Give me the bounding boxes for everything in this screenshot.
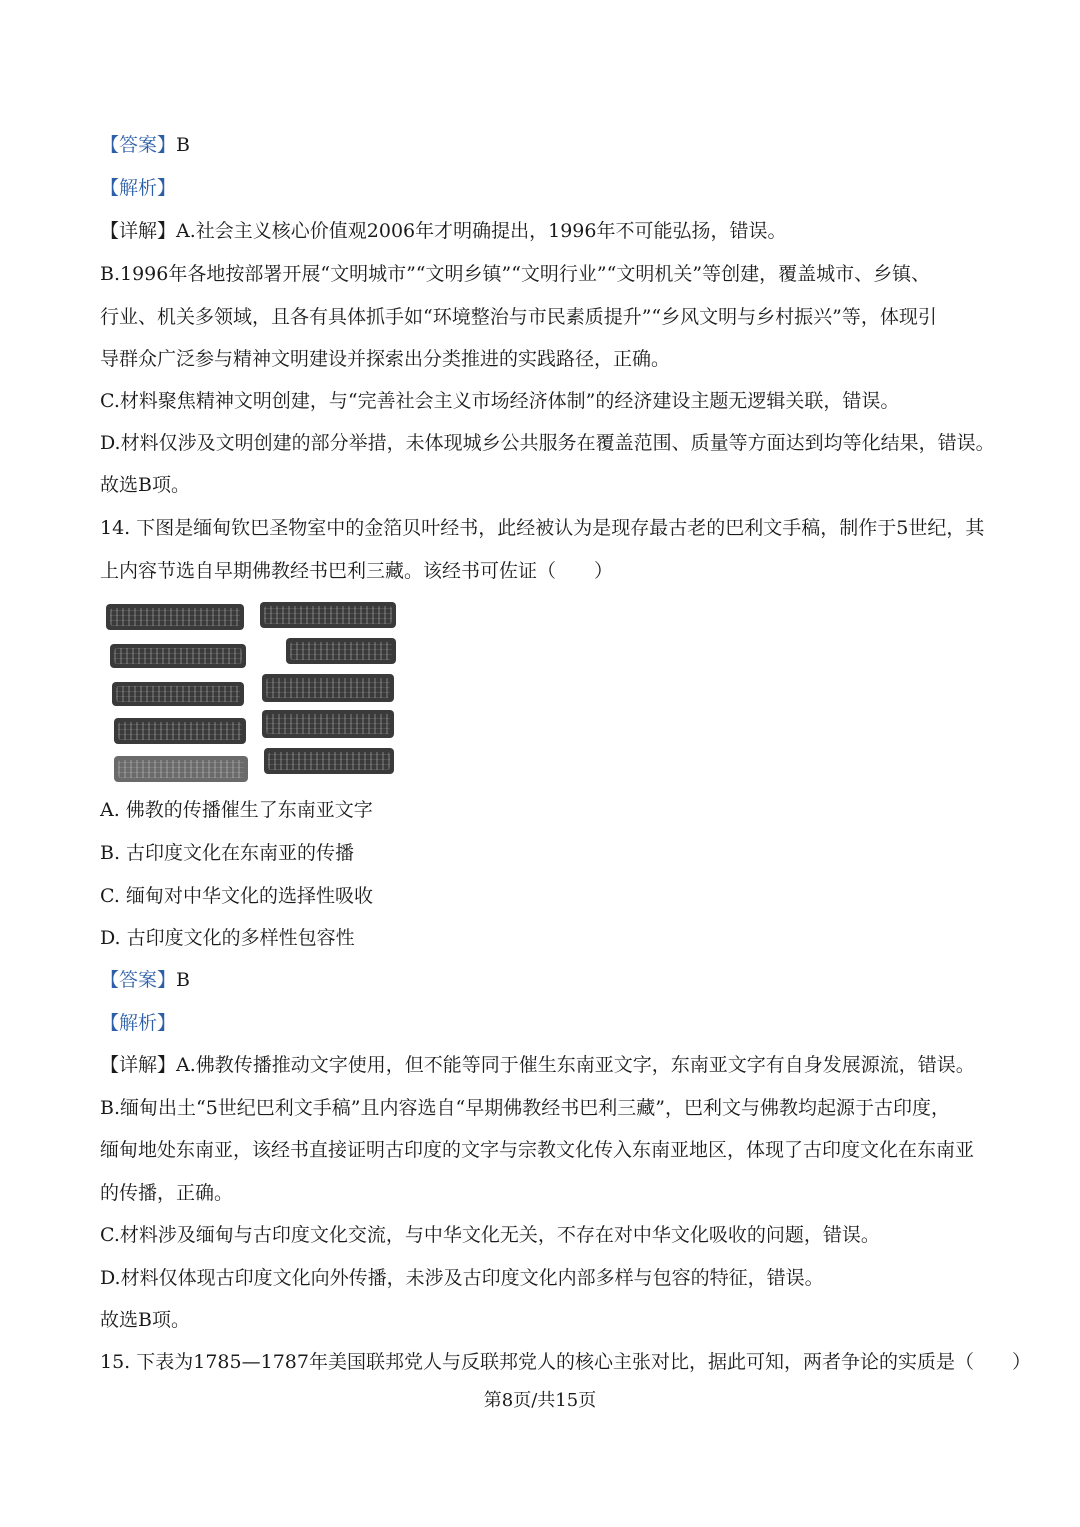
q14-conclusion: 故选B项。 [100,1309,190,1331]
q13-answer-line [100,133,190,157]
leaf-strip [106,604,244,630]
leaf-strip [262,674,394,702]
q14-option-b: B. 古印度文化在东南亚的传播 [100,842,355,864]
q13-detail-line: 行业、机关多领域，且各有具体抓手如“环境整治与市民素质提升”“乡风文明与乡村振兴”等，体现引 [100,306,937,328]
q14-option-c: C. 缅甸对中华文化的选择性吸收 [100,885,373,907]
q14-option-d: D. 古印度文化的多样性包容性 [100,927,355,949]
q13-detail-line-a [100,219,787,243]
answer-value: B [176,969,190,991]
q14-detail-line: B.缅甸出土“5世纪巴利文手稿”且内容选自“早期佛教经书巴利三藏”，巴利文与佛教均起源于古印度， [100,1097,950,1119]
q14-analysis-tag: 【解析】 [100,1012,177,1034]
q13-detail-line: C.材料聚焦精神文明创建，与“完善社会主义市场经济体制”的经济建设主题无逻辑关联，错误。 [100,390,900,412]
detail-tag: 【详解】 [100,1054,177,1076]
q15-stem-line: 15. 下表为1785—1787年美国联邦党人与反联邦党人的核心主张对比，据此可知，两者争论的实质是（ ） [100,1351,1031,1373]
q14-detail-line: 的传播，正确。 [100,1182,234,1204]
q13-conclusion: 故选B项。 [100,474,190,496]
q13-detail-line: 导群众广泛参与精神文明建设并探索出分类推进的实践路径，正确。 [100,348,671,370]
page-number: 第8页/共15页 [483,1390,597,1411]
q14-option-a: A. 佛教的传播催生了东南亚文字 [100,799,373,821]
leaf-strip [110,644,246,668]
q14-detail-line: 缅甸地处东南亚，该经书直接证明古印度的文字与宗教文化传入东南亚地区，体现了古印度文化在东南亚 [100,1139,975,1161]
q14-detail-line-a [100,1053,975,1077]
q14-detail-line: C.材料涉及缅甸与古印度文化交流，与中华文化无关，不存在对中华文化吸收的问题，错误。 [100,1224,880,1246]
leaf-strip [114,718,246,744]
leaf-strip [286,638,396,664]
q14-detail-line: D.材料仅体现古印度文化向外传播，未涉及古印度文化内部多样与包容的特征，错误。 [100,1267,824,1289]
detail-text: A.社会主义核心价值观2006年才明确提出，1996年不可能弘扬，错误。 [176,220,787,242]
answer-value: B [176,134,190,156]
q14-stem-line: 上内容节选自早期佛教经书巴利三藏。该经书可佐证（ ） [100,560,614,582]
detail-text: A.佛教传播推动文字使用，但不能等同于催生东南亚文字，东南亚文字有自身发展源流，错误。 [176,1054,975,1076]
leaf-strip [112,682,244,706]
leaf-strip [260,602,396,628]
q13-detail-line: B.1996年各地按部署开展“文明城市”“文明乡镇”“文明行业”“文明机关”等创建，覆盖城市、乡镇、 [100,263,931,285]
answer-tag: 【答案】 [100,969,177,991]
q13-analysis-tag: 【解析】 [100,177,177,199]
leaf-strip [262,710,394,738]
q13-detail-line: D.材料仅涉及文明创建的部分举措，未体现城乡公共服务在覆盖范围、质量等方面达到均等化结果，错误。 [100,432,995,454]
leaf-strip [114,756,248,782]
detail-tag: 【详解】 [100,220,177,242]
q14-answer-line [100,968,190,992]
answer-tag: 【答案】 [100,134,177,156]
palm-leaf-manuscript-image [104,598,400,784]
leaf-strip [264,748,394,774]
q14-stem-line: 14. 下图是缅甸钦巴圣物室中的金箔贝叶经书，此经被认为是现存最古老的巴利文手稿，制作于5世纪，其 [100,517,985,539]
